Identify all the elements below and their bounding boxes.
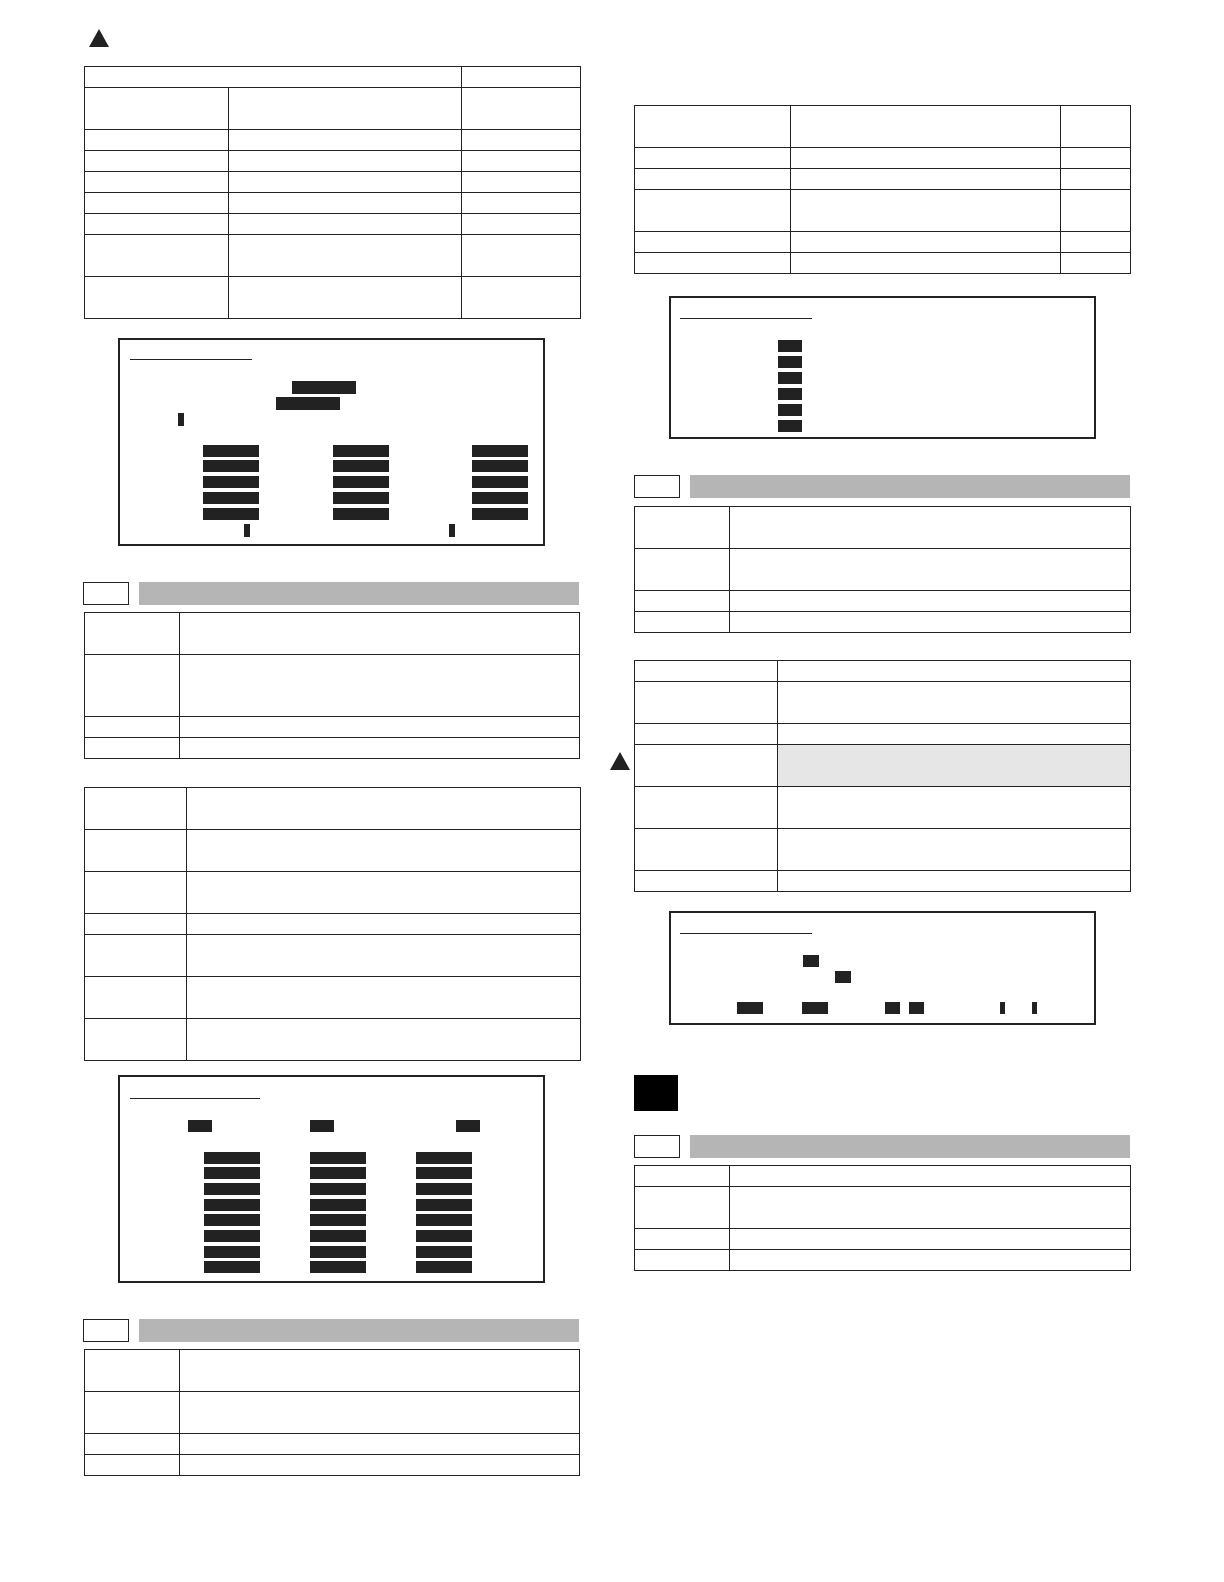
table-cell	[85, 830, 187, 872]
table-cell	[462, 214, 581, 235]
table-cell	[635, 787, 778, 829]
revision-mark-icon	[610, 752, 630, 770]
table-cell	[180, 738, 580, 759]
value-field	[803, 955, 819, 967]
table-cell	[462, 130, 581, 151]
table-cell	[85, 935, 187, 977]
table-cell	[85, 738, 180, 759]
table-cell	[730, 507, 1131, 549]
table-cell	[180, 1350, 580, 1392]
table-cell	[1061, 169, 1131, 190]
table-cell	[85, 88, 229, 130]
table-cell	[180, 1434, 580, 1455]
chapter-marker-icon	[634, 1075, 678, 1111]
display-screen-2	[118, 1075, 545, 1283]
table-cell	[778, 829, 1131, 871]
value-field	[472, 492, 528, 504]
table-cell	[635, 724, 778, 745]
table-cell	[635, 549, 730, 591]
table-cell	[229, 193, 462, 214]
value-field	[310, 1230, 366, 1242]
screen-title-underline	[680, 933, 812, 934]
table-cell	[462, 151, 581, 172]
value-field	[778, 340, 802, 352]
table-cell	[180, 655, 580, 717]
value-field	[204, 1183, 260, 1195]
table-cell	[85, 193, 229, 214]
table-cell	[1061, 232, 1131, 253]
table-cell	[791, 148, 1061, 169]
table-cell	[791, 106, 1061, 148]
table-cell	[85, 277, 229, 319]
table-cell	[85, 1392, 180, 1434]
table-cell-highlighted	[778, 745, 1131, 787]
table-cell	[229, 172, 462, 193]
table-cell	[85, 717, 180, 738]
table-cell	[635, 106, 791, 148]
section-number-box	[83, 582, 129, 605]
table-cell	[635, 612, 730, 633]
value-field	[472, 476, 528, 488]
table-cell	[85, 235, 229, 277]
value-field	[416, 1152, 472, 1164]
table-cell	[229, 235, 462, 277]
revision-mark-icon	[89, 29, 109, 47]
table-cell	[730, 612, 1131, 633]
spec-table-8	[634, 1165, 1131, 1271]
table-cell	[180, 717, 580, 738]
value-field	[310, 1120, 334, 1132]
value-field	[1032, 1002, 1037, 1014]
table-cell	[1061, 190, 1131, 232]
value-field	[204, 1199, 260, 1211]
value-field	[333, 445, 389, 457]
table-cell	[85, 655, 180, 717]
screen-title-underline	[130, 359, 252, 360]
section-number-box	[83, 1319, 129, 1342]
table-cell	[85, 1434, 180, 1455]
table-cell	[187, 1019, 581, 1061]
table-cell	[730, 1229, 1131, 1250]
value-field	[203, 492, 259, 504]
value-field	[472, 460, 528, 472]
table-cell	[85, 130, 229, 151]
value-field	[737, 1002, 763, 1014]
table-cell	[187, 914, 581, 935]
table-cell	[635, 745, 778, 787]
value-field	[778, 356, 802, 368]
display-screen-3	[669, 296, 1096, 439]
table-cell	[85, 172, 229, 193]
section-number-box	[634, 475, 680, 498]
table-cell	[635, 1229, 730, 1250]
value-field	[333, 492, 389, 504]
table-cell	[730, 591, 1131, 612]
table-cell	[635, 661, 778, 682]
table-cell	[85, 914, 187, 935]
table-cell	[85, 1019, 187, 1061]
value-field	[204, 1230, 260, 1242]
table-cell	[635, 871, 778, 892]
table-cell	[1061, 106, 1131, 148]
table-cell	[462, 88, 581, 130]
value-field	[778, 420, 802, 432]
value-field	[909, 1002, 924, 1014]
value-field	[333, 460, 389, 472]
value-field	[456, 1120, 480, 1132]
spec-table-1	[84, 66, 581, 319]
value-field	[310, 1183, 366, 1195]
table-cell	[635, 1187, 730, 1229]
value-field	[203, 460, 259, 472]
value-field	[310, 1246, 366, 1258]
table-cell	[635, 591, 730, 612]
value-field	[178, 413, 184, 426]
value-field	[204, 1167, 260, 1179]
table-cell	[635, 1250, 730, 1271]
table-cell	[229, 214, 462, 235]
table-cell	[462, 235, 581, 277]
value-field	[310, 1199, 366, 1211]
value-field	[778, 388, 802, 400]
table-cell	[635, 507, 730, 549]
table-cell	[778, 682, 1131, 724]
table-cell	[462, 172, 581, 193]
table-cell	[462, 67, 581, 88]
value-field	[1000, 1002, 1005, 1014]
value-field	[416, 1167, 472, 1179]
value-field	[778, 404, 802, 416]
value-field	[276, 397, 340, 410]
value-field	[778, 372, 802, 384]
section-title-bar	[139, 1319, 579, 1342]
table-cell	[791, 190, 1061, 232]
table-cell	[778, 661, 1131, 682]
table-cell	[187, 977, 581, 1019]
table-cell	[635, 169, 791, 190]
value-field	[310, 1214, 366, 1226]
value-field	[204, 1261, 260, 1273]
table-cell	[229, 151, 462, 172]
table-cell	[85, 151, 229, 172]
table-cell	[180, 1455, 580, 1476]
value-field	[416, 1183, 472, 1195]
table-cell	[791, 232, 1061, 253]
table-cell	[1061, 148, 1131, 169]
table-cell	[187, 830, 581, 872]
value-field	[416, 1214, 472, 1226]
table-cell	[85, 1350, 180, 1392]
value-field	[449, 524, 455, 537]
value-field	[203, 445, 259, 457]
table-cell	[635, 253, 791, 274]
value-field	[802, 1002, 828, 1014]
table-cell	[635, 148, 791, 169]
table-cell	[778, 871, 1131, 892]
value-field	[244, 524, 250, 537]
table-cell	[730, 1166, 1131, 1187]
value-field	[203, 476, 259, 488]
display-screen-1	[118, 338, 545, 546]
table-cell	[635, 232, 791, 253]
value-field	[416, 1230, 472, 1242]
table-cell	[229, 277, 462, 319]
table-cell	[187, 788, 581, 830]
table-cell	[187, 872, 581, 914]
screen-title-underline	[130, 1098, 260, 1099]
value-field	[885, 1002, 900, 1014]
table-cell	[778, 787, 1131, 829]
table-cell	[791, 169, 1061, 190]
value-field	[835, 971, 851, 983]
table-cell	[462, 193, 581, 214]
spec-table-6	[634, 506, 1131, 633]
section-title-bar	[690, 475, 1130, 498]
table-cell	[85, 977, 187, 1019]
value-field	[204, 1214, 260, 1226]
value-field	[310, 1261, 366, 1273]
table-cell	[635, 1166, 730, 1187]
value-field	[292, 381, 356, 394]
table-cell	[180, 613, 580, 655]
value-field	[416, 1199, 472, 1211]
value-field	[310, 1167, 366, 1179]
spec-table-7	[634, 660, 1131, 892]
value-field	[333, 476, 389, 488]
table-cell	[730, 1250, 1131, 1271]
table-cell	[462, 277, 581, 319]
value-field	[472, 445, 528, 457]
table-cell	[229, 130, 462, 151]
value-field	[472, 508, 528, 520]
value-field	[416, 1246, 472, 1258]
value-field	[333, 508, 389, 520]
value-field	[188, 1120, 212, 1132]
table-cell	[85, 1455, 180, 1476]
value-field	[204, 1246, 260, 1258]
section-title-bar	[690, 1135, 1130, 1158]
value-field	[416, 1261, 472, 1273]
table-cell	[85, 788, 187, 830]
value-field	[204, 1152, 260, 1164]
screen-title-underline	[680, 318, 812, 319]
section-title-bar	[139, 582, 579, 605]
spec-table-3	[84, 787, 581, 1061]
spec-table-2	[84, 612, 580, 759]
table-cell	[229, 88, 462, 130]
table-cell	[180, 1392, 580, 1434]
table-cell	[791, 253, 1061, 274]
display-screen-4	[669, 911, 1096, 1025]
table-cell	[635, 682, 778, 724]
spec-table-4	[84, 1349, 580, 1476]
table-cell	[635, 190, 791, 232]
table-cell	[730, 1187, 1131, 1229]
table-cell	[85, 872, 187, 914]
table-cell	[778, 724, 1131, 745]
value-field	[310, 1152, 366, 1164]
table-cell	[85, 613, 180, 655]
table-cell	[1061, 253, 1131, 274]
spec-table-5	[634, 105, 1131, 274]
table-cell	[730, 549, 1131, 591]
table-cell	[85, 214, 229, 235]
section-number-box	[634, 1135, 680, 1158]
table-cell	[187, 935, 581, 977]
table-cell	[635, 829, 778, 871]
table-cell	[85, 67, 462, 88]
value-field	[203, 508, 259, 520]
